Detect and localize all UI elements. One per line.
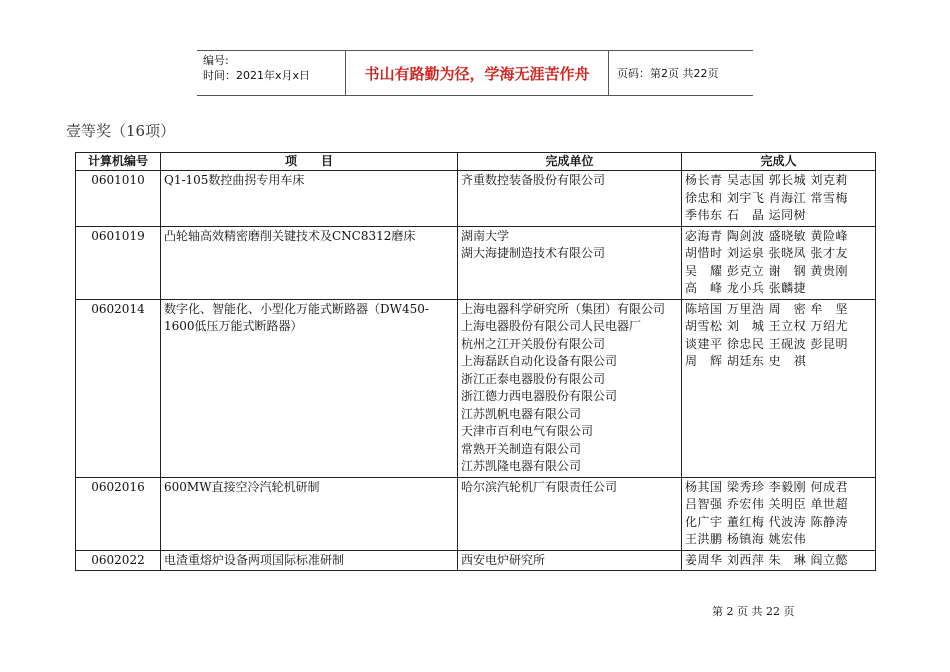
unit-name: 齐重数控装备股份有限公司 xyxy=(461,173,606,187)
unit-name: 西安电炉研究所 xyxy=(461,552,546,567)
column-header-code: 计算机编号 xyxy=(76,153,161,171)
unit-name: 湖南大学 xyxy=(461,228,510,243)
unit-name: 天津市百利电气有限公司 xyxy=(461,424,594,438)
table-row xyxy=(76,477,876,550)
column-header-unit: 完成单位 xyxy=(458,153,682,171)
project-cell: 电渣重熔炉设备两项国际标准研制 xyxy=(161,550,458,571)
column-header-project: 项 目 xyxy=(161,153,458,171)
unit-name: 浙江德力西电器股份有限公司 xyxy=(461,389,618,403)
computer-code-cell: 0601019 xyxy=(76,226,161,299)
unit-cell xyxy=(458,550,682,571)
table-row xyxy=(76,171,876,227)
time-label: 时间：2021年x月x日 xyxy=(203,69,311,82)
computer-code-cell: 0602022 xyxy=(76,550,161,571)
page-header xyxy=(197,50,753,96)
unit-name: 杭州之江开关股份有限公司 xyxy=(461,336,606,351)
unit-cell xyxy=(458,171,682,227)
number-label: 编号: xyxy=(203,54,229,67)
unit-name: 上海电器科学研究所（集团）有限公司 xyxy=(461,301,666,316)
column-header-persons: 完成人 xyxy=(682,153,876,171)
unit-cell xyxy=(458,477,682,550)
computer-code-cell: 0602014 xyxy=(76,299,161,477)
persons-cell: 杨长青 吴志国 郭长城 刘克莉 徐忠和 刘宇飞 肖海江 常雪梅 季伟东 石 晶 运同树 xyxy=(682,171,876,227)
persons-cell: 姜周华 刘西萍 朱 琳 阎立懿 xyxy=(682,550,876,571)
table-header-row xyxy=(76,153,876,171)
persons-cell: 宓海青 陶剑波 盛晓敏 黄险峰 胡惜时 刘运泉 张晓凤 张才友 吴 耀 彭克立 谢 钢 黄贵刚 高 峰 龙小兵 张麟捷 xyxy=(682,226,876,299)
unit-name: 江苏凯隆电器有限公司 xyxy=(461,459,582,473)
unit-cell xyxy=(458,299,682,477)
project-cell: 数字化、智能化、小型化万能式断路器（DW450-1600低压万能式断路器） xyxy=(161,299,458,477)
table-row xyxy=(76,550,876,571)
page-footer: 第 2 页 共 22 页 xyxy=(712,605,795,618)
unit-name: 湖大海捷制造技术有限公司 xyxy=(461,246,606,260)
table-row xyxy=(76,299,876,477)
awards-table xyxy=(75,152,876,571)
header-page-code: 页码：第2页 共22页 xyxy=(617,67,719,80)
header-motto: 书山有路勤为径，学海无涯苦作舟 xyxy=(346,51,609,95)
section-title: 壹等奖（16项） xyxy=(66,122,176,140)
persons-cell: 陈培国 万里浩 周 密 牟 坚 胡雪松 刘 城 王立权 万绍尤 谈建平 徐忠民 王砚波 彭昆明 周 辉 胡廷东 史 祺 xyxy=(682,299,876,477)
computer-code-cell: 0601010 xyxy=(76,171,161,227)
unit-name: 浙江正泰电器股份有限公司 xyxy=(461,371,606,386)
project-cell: 600MW直接空冷汽轮机研制 xyxy=(161,477,458,550)
unit-name: 哈尔滨汽轮机厂有限责任公司 xyxy=(461,479,618,494)
persons-cell: 杨其国 梁秀珍 李毅刚 何成君 吕智强 乔宏伟 关明臣 单世超 化广宇 董红梅 代波涛 陈静涛 王洪鹏 杨镇海 姚宏伟 xyxy=(682,477,876,550)
project-cell: 凸轮轴高效精密磨削关键技术及CNC8312磨床 xyxy=(161,226,458,299)
table-body xyxy=(76,171,876,571)
unit-name: 常熟开关制造有限公司 xyxy=(461,441,582,456)
header-meta xyxy=(197,51,346,95)
project-cell: Q1-105数控曲拐专用车床 xyxy=(161,171,458,227)
table-row xyxy=(76,226,876,299)
computer-code-cell: 0602016 xyxy=(76,477,161,550)
unit-name: 江苏凯帆电器有限公司 xyxy=(461,406,582,421)
unit-name: 上海磊跃自动化设备有限公司 xyxy=(461,354,618,368)
unit-name: 上海电器股份有限公司人民电器厂 xyxy=(461,319,642,333)
unit-cell xyxy=(458,226,682,299)
